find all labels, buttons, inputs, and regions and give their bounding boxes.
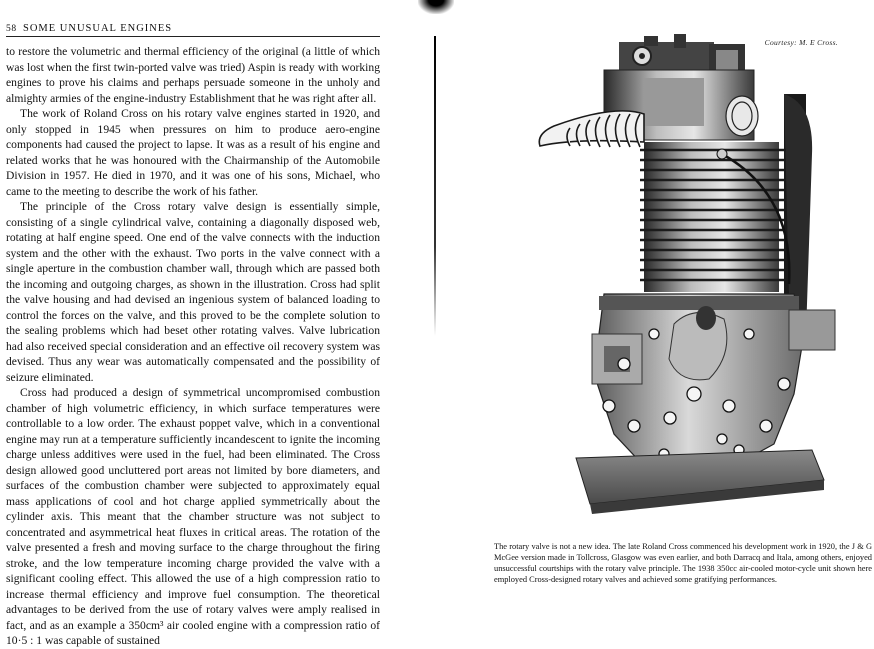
paragraph-3: The principle of the Cross rotary valve design is essentially simple, consisting of a single cylindrical valve, containing a diagonally disposed web, rotating at half engine speed. One end of the valve connects with the induction system and the other with the exhaust. Two ports in the valve connect with a single aperture in the combustion chamber wall, through which are passed both the incoming and outgoing charges, as shown in the illustration. Cross had split the valve housing and had devised an ingenious system of balanced loading to control the forces on the valve, and this proved to be the complete solution to the sealing problems which had beset other rotating valves. Valve lubrication had also received special consideration and an effective oil recovery system was devised. Thus any wear was automatically compensated and the possibility of seizure eliminated. (6, 200, 380, 384)
left-page (0, 0, 434, 647)
photo-caption: The rotary valve is not a new idea. The late Roland Cross commenced his development work in 1920, the J & G McGee version made in Tollcross, Glasgow was even earlier, and both Darracq and Itala, among others, enjoyed unsuccessful courtships with the rotary valve principle. The 1938 350cc air-cooled motor-cycle unit shown here employed Cross-designed rotary valves and achieved some gratifying performances. (494, 542, 872, 584)
running-title: SOME UNUSUAL ENGINES (23, 23, 173, 34)
right-page (434, 0, 874, 608)
paragraph-1: to restore the volumetric and thermal efficiency of the original (a little of which was lost when the first twin-ported valve was tried) Aspin is ready with working engines to prove his claims and perhaps persuade someone in the unholy and almighty armies of the engine-industry Establishment that he was right after all. (6, 45, 380, 105)
page-number: 58 (6, 24, 17, 34)
photo-credit: Courtesy: M. E Cross. (764, 38, 838, 47)
paragraph-2: The work of Roland Cross on his rotary valve engines started in 1920, and only stopped in 1945 when pressures on him to produce aero-engine components had caused the project to lapse. It was as a result of his engine and related works that he was honoured with the Chairmanship of the Automobile Division in 1957. He died in 1970, and it was one of his sons, Michael, who came to the meeting to describe the work of his father. (6, 107, 380, 198)
paragraph-4: Cross had produced a design of symmetrical uncompromised combustion chamber of high volumetric efficiency, in which surface temperatures were controllable to a low order. The exhaust poppet valve, which in a conventional engine may run at a temperature sufficiently incandescent to ignite the incoming charge unless additives were used in the fuel, had been eliminated. The Cross design allowed good uncluttered port areas not limited by bore diameters, and surfaces of the combustion chamber were subjected to approximately equal mass applications of cool and hot charge applied symmetrically about the cylinder axis. This meant that the chamber structure was not subject to concentrated and asymmetrical heat fluxes in critical areas. The rotation of the valve presented a fresh and moving surface to the charge throughout the firing stroke, and the low temperature incoming charge provided the valve with a significant cooling effect. This allowed the use of a high compression ratio to increase thermal efficiency and improve fuel consumption. The theoretical advantages to be derived from the use of rotary valves were amply realised in fact, and as an example a 350cm³ air cooled engine with a compression ratio of 10·5 : 1 was capable of sustained (6, 386, 380, 647)
body-text (6, 44, 380, 647)
head-rule (6, 36, 380, 37)
running-head (6, 23, 378, 37)
engine-photo (494, 34, 854, 518)
